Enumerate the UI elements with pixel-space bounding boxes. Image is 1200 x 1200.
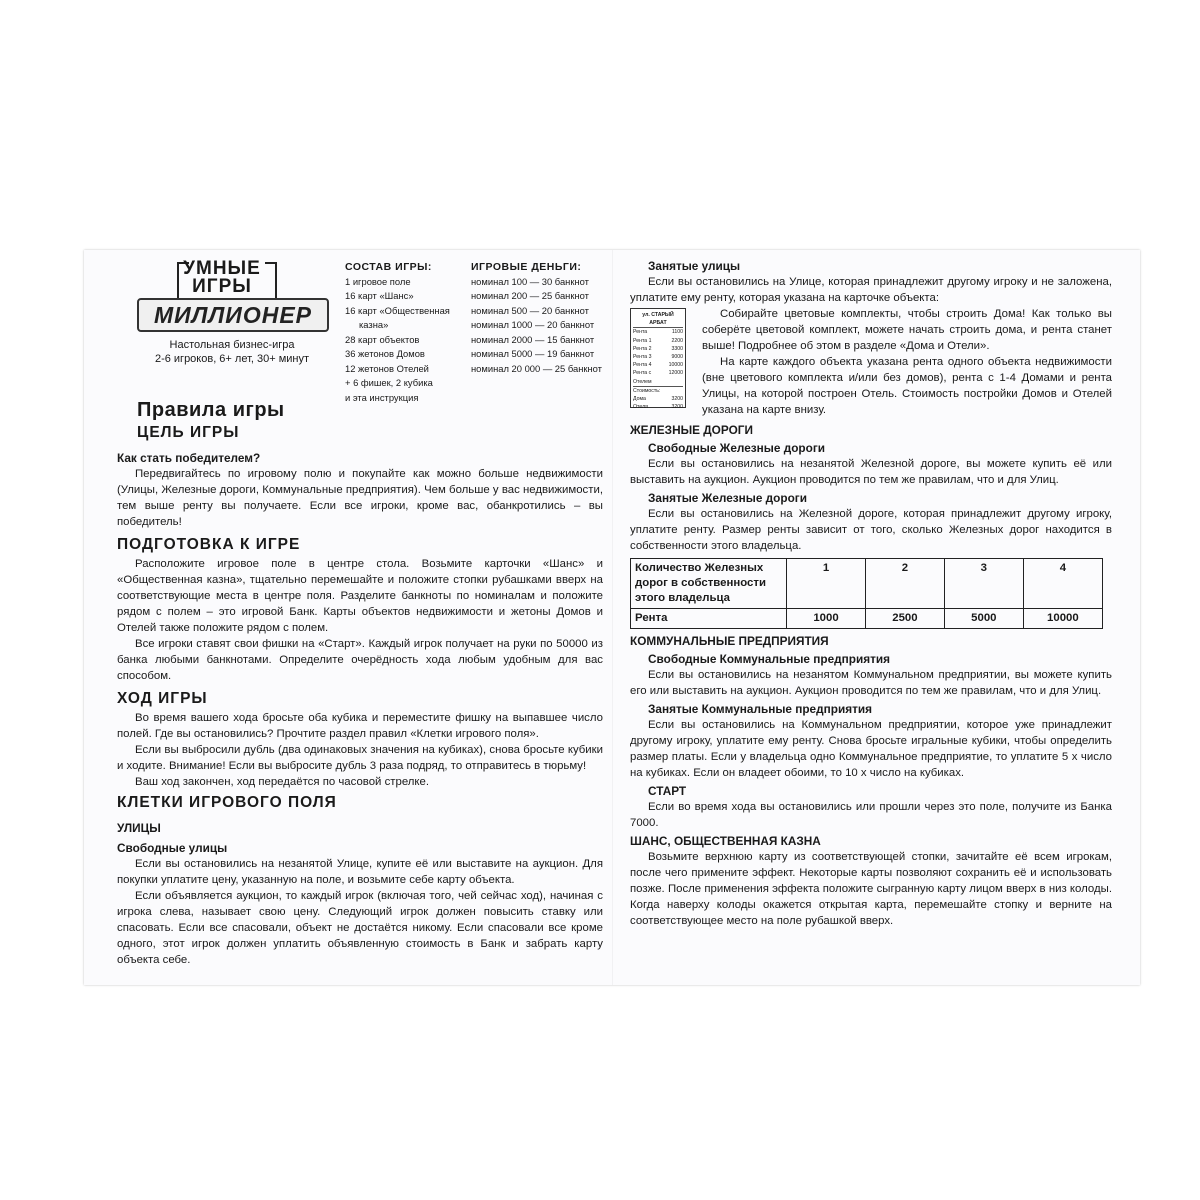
win-paragraph: Передвигайтесь по игровому полю и покупайте как можно больше недвижимости (Улицы, Железные дороги, Коммунальные предприятия). Чем больше у вас недвижимости, тем выше ренту вы получаете. Если все игроки, кроме вас, обанкротились – вы победитель! bbox=[117, 468, 603, 528]
table-row bbox=[631, 559, 1103, 609]
logo-top-text: УМНЫЕ ИГРЫ bbox=[183, 258, 261, 297]
util-heading: КОММУНАЛЬНЫЕ ПРЕДПРИЯТИЯ bbox=[630, 634, 829, 648]
card-row-label: Рента 3 bbox=[633, 354, 652, 361]
page-fold bbox=[612, 250, 613, 985]
logo-bracket-right bbox=[265, 262, 277, 300]
contents-item: и эта инструкция bbox=[345, 391, 419, 403]
free-streets-heading: Свободные улицы bbox=[117, 841, 228, 855]
card-row-label: Рента 1 bbox=[633, 337, 652, 344]
util-free-heading: Свободные Коммунальные предприятия bbox=[648, 652, 891, 666]
contents-title: СОСТАВ ИГРЫ: bbox=[345, 261, 432, 273]
table-cell: 2 bbox=[865, 559, 944, 609]
brand-logo bbox=[137, 260, 325, 330]
card-row-value: 1100 bbox=[671, 329, 683, 336]
property-card-example bbox=[630, 308, 686, 411]
card-row-label: Рента bbox=[633, 329, 648, 336]
util-busy-heading: Занятые Коммунальные предприятия bbox=[648, 702, 872, 716]
move-paragraph-3: Ваш ход закончен, ход передаётся по часовой стрелке. bbox=[135, 776, 430, 788]
chance-heading: ШАНС, ОБЩЕСТВЕННАЯ КАЗНА bbox=[630, 834, 821, 848]
card-block bbox=[630, 306, 1112, 418]
rail-busy-paragraph: Если вы остановились на Железной дороге, которая принадлежит другому игроку, уплатите ренту. Размер ренты зависит от того, сколько Железных дорог находится в собственности этого владельца. bbox=[630, 508, 1112, 552]
card-row-label: Дома bbox=[633, 396, 646, 403]
rail-free-paragraph: Если вы остановились на незанятой Железной дороге, вы можете купить её или выставить на аукцион. Аукцион проводится по тем же правилам, что и для Улиц. bbox=[630, 458, 1112, 486]
table-row bbox=[631, 609, 1103, 629]
prep-paragraph-1: Расположите игровое поле в центре стола. Возьмите карточки «Шанс» и «Общественная казна», тщательно перемешайте и положите стопки рубашками вверх на соответствующие места в центре поля. Разделите банкноты по номиналам и положите рядом с полем – это игровой Банк. Карты объектов недвижимости и жетоны Домов и Отелей также положите рядом с полем. bbox=[117, 558, 603, 634]
right-body bbox=[630, 258, 1112, 929]
table-cell: 1 bbox=[787, 559, 866, 609]
streets-heading: УЛИЦЫ bbox=[117, 821, 161, 835]
prep-paragraph-2: Все игроки ставят свои фишки на «Старт». Каждый игрок получает на руки по 50000 из банка любыми банкнотами. Определите очерёдность хода любым удобным для вас способом. bbox=[117, 638, 603, 682]
table-cell: 4 bbox=[1023, 559, 1102, 609]
game-subtitle bbox=[122, 338, 342, 366]
card-row bbox=[633, 395, 683, 403]
money-item: номинал 200 — 25 банкнот bbox=[471, 290, 589, 301]
card-row-label: Рента 4 bbox=[633, 362, 652, 369]
start-heading: СТАРТ bbox=[648, 784, 687, 798]
card-row-value: 12000 bbox=[668, 370, 683, 377]
util-busy-paragraph: Если вы остановились на Коммунальном предприятии, которое уже принадлежит другому игроку, уплатите ему ренту. Снова бросьте игральные кубики, чтобы определить размер платы. Если у владельца одно Коммунальное предприятие, то уплатите 5 х число на кубиках. Если он владеет обоими, то 10 х число на кубиках. bbox=[630, 719, 1112, 779]
card-row bbox=[633, 361, 683, 369]
card-row-label: Рента с Отелем bbox=[633, 370, 652, 385]
contents-item: 16 карт «Шанс» bbox=[345, 290, 414, 301]
subtitle-line-1: Настольная бизнес-игра bbox=[169, 339, 295, 351]
left-body bbox=[117, 398, 603, 968]
busy-streets-paragraph-2: Собирайте цветовые комплекты, чтобы строить Дома! Как только вы соберёте цветовой комплект, можете начать строить дома, и рента станет выше! Подробнее об этом в разделе «Дома и Отели». bbox=[702, 308, 1112, 352]
money-item: номинал 20 000 — 25 банкнот bbox=[471, 362, 602, 374]
card-row-value: 10000 bbox=[668, 362, 683, 369]
money-list bbox=[471, 260, 611, 376]
rules-sheet bbox=[84, 250, 1140, 985]
rail-free-heading: Свободные Железные дороги bbox=[648, 441, 825, 455]
money-item: номинал 100 — 30 банкнот bbox=[471, 275, 589, 287]
contents-item: казна» bbox=[359, 319, 389, 330]
free-streets-paragraph-2: Если объявляется аукцион, то каждый игрок (включая того, чей сейчас ход), начиная с игрока слева, называет свою цену. Следующий игрок должен повысить ставку или спасовать. Если все спасовали, объект не достаётся никому. Если спасовали все кроме одного, этот игрок должен уплатить объявленную стоимость в Банк и забрать карту объекта себе. bbox=[117, 890, 603, 966]
busy-streets-heading: Занятые улицы bbox=[648, 259, 741, 273]
contents-item: 16 карт «Общественная bbox=[345, 304, 450, 316]
card-row bbox=[633, 345, 683, 353]
card-row bbox=[633, 403, 683, 411]
chance-paragraph: Возьмите верхнюю карту из соответствующей стопки, зачитайте её всем игрокам, после чего примените эффект. Некоторые карты позволяют сохранить её и использовать позже. После применения эффекта положите сыгранную карту лицом вверх в низ колоды. Когда наверху колоды окажется открытая карта, перемешайте стопку и верните на соответствующее место на поле рубашкой вверх. bbox=[630, 851, 1112, 927]
card-row bbox=[633, 337, 683, 345]
rules-title: Правила игры bbox=[137, 399, 285, 421]
card-row-value: 9000 bbox=[671, 354, 683, 361]
rail-heading: ЖЕЛЕЗНЫЕ ДОРОГИ bbox=[630, 423, 753, 437]
card-row bbox=[633, 369, 683, 385]
move-heading: ХОД ИГРЫ bbox=[117, 690, 208, 707]
move-paragraph-2: Если вы выбросили дубль (два одинаковых значения на кубиках), снова бросьте кубики и ходите. Внимание! Если вы выбросите дубль 3 раза подряд, то отправитесь в тюрьму! bbox=[117, 744, 603, 772]
money-item: номинал 500 — 20 банкнот bbox=[471, 304, 589, 316]
table-cell: 2500 bbox=[865, 609, 944, 629]
money-title: ИГРОВЫЕ ДЕНЬГИ: bbox=[471, 261, 582, 273]
table-cell-label: Рента bbox=[631, 609, 787, 629]
card-row-value: 3300 bbox=[671, 345, 683, 352]
logo-brand-text: МИЛЛИОНЕР bbox=[137, 298, 329, 332]
table-cell: 3 bbox=[944, 559, 1023, 609]
goal-heading: ЦЕЛЬ ИГРЫ bbox=[137, 424, 240, 441]
card-row bbox=[633, 328, 683, 336]
subtitle-line-2: 2-6 игроков, 6+ лет, 30+ минут bbox=[154, 353, 310, 365]
contents-item: 36 жетонов Домов bbox=[345, 348, 425, 359]
busy-streets-paragraph-1: Если вы остановились на Улице, которая принадлежит другому игроку и не заложена, уплатите ему ренту, которая указана на карточке объекта: bbox=[630, 276, 1112, 304]
busy-streets-paragraph-3: На карте каждого объекта указана рента одного объекта недвижимости (вне цветового комплекта и/или без домов), рента с 1-4 Домами и рента Улицы, на которой построен Отель. Стоимость постройки Домов и Отелей указана на карте внизу. bbox=[702, 356, 1112, 416]
contents-item: + 6 фишек, 2 кубика bbox=[345, 377, 433, 388]
rail-rent-table bbox=[630, 558, 1103, 629]
card-row bbox=[633, 386, 683, 395]
free-streets-paragraph-1: Если вы остановились на незанятой Улице, купите её или выставите на аукцион. Для покупки уплатите цену, указанную на поле, и возьмите себе карту объекта. bbox=[117, 858, 603, 886]
money-item: номинал 5000 — 19 банкнот bbox=[471, 348, 595, 359]
table-cell: 5000 bbox=[944, 609, 1023, 629]
card-row-value: 3200 bbox=[671, 396, 683, 403]
card-row-label: Отеля bbox=[633, 404, 648, 411]
rail-busy-heading: Занятые Железные дороги bbox=[648, 491, 807, 505]
contents-list bbox=[345, 260, 480, 405]
table-cell: 10000 bbox=[1023, 609, 1102, 629]
prep-heading: ПОДГОТОВКА К ИГРЕ bbox=[117, 536, 301, 553]
table-cell: 1000 bbox=[787, 609, 866, 629]
card-row bbox=[633, 353, 683, 361]
card-row-label: Стоимость: bbox=[633, 387, 661, 394]
money-item: номинал 2000 — 15 банкнот bbox=[471, 333, 595, 345]
contents-item: 28 карт объектов bbox=[345, 333, 420, 345]
card-row-label: Рента 2 bbox=[633, 345, 652, 352]
card-row-value: 3200 bbox=[671, 404, 683, 411]
contents-item: 1 игровое поле bbox=[345, 275, 411, 287]
win-question: Как стать победителем? bbox=[117, 451, 261, 465]
table-cell-label: Количество Железных дорог в собственности этого владельца bbox=[631, 559, 787, 609]
start-paragraph: Если во время хода вы остановились или прошли через это поле, получите из Банка 7000. bbox=[630, 801, 1112, 829]
contents-item: 12 жетонов Отелей bbox=[345, 362, 429, 374]
cells-heading: КЛЕТКИ ИГРОВОГО ПОЛЯ bbox=[117, 794, 337, 811]
card-title: ул. СТАРЫЙ АРБАТ bbox=[633, 311, 683, 328]
money-item: номинал 1000 — 20 банкнот bbox=[471, 319, 595, 330]
util-free-paragraph: Если вы остановились на незанятом Коммунальном предприятии, вы можете купить его или выставить на аукцион. Аукцион проводится по тем же правилам, что и для Улиц. bbox=[630, 669, 1112, 697]
move-paragraph-1: Во время вашего хода бросьте оба кубика и переместите фишку на выпавшее число полей. Где вы остановились? Прочтите раздел правил «Клетки игрового поля». bbox=[117, 712, 603, 740]
card-row-value: 2200 bbox=[671, 337, 683, 344]
